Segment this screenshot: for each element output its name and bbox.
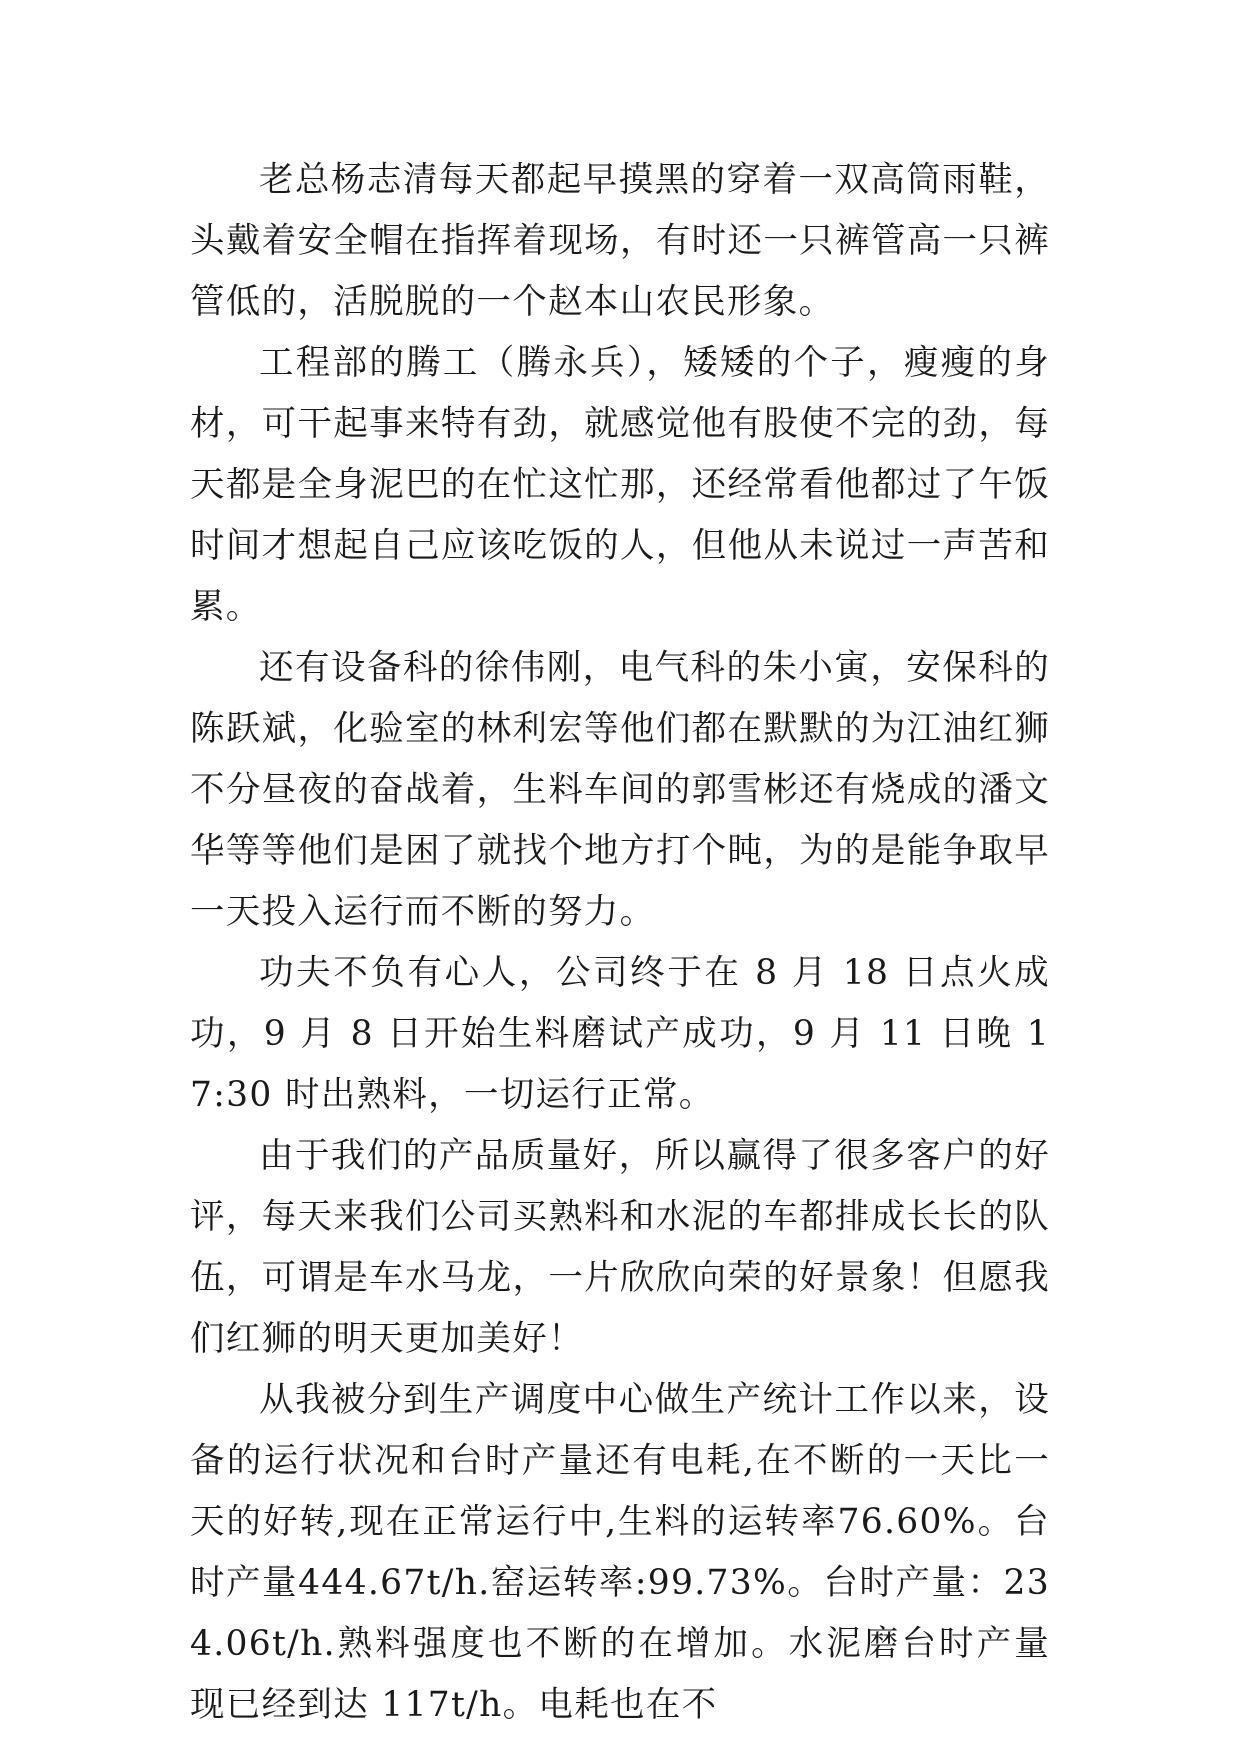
- paragraph-6: 从我被分到生产调度中心做生产统计工作以来，设备的运行状况和台时产量还有电耗,在不断的一天比一天的好转,现在正常运行中,生料的运转率76.60%。台时产量444.67t/h.窑运转率:99.73%。台时产量：234.06t/h.熟料强度也不断的在增加。水泥磨台时产量现已经到达 117t/h。电耗也在不: [190, 1380, 1050, 1725]
- paragraph-2: 工程部的腾工（腾永兵），矮矮的个子，瘦瘦的身材，可干起事来特有劲，就感觉他有股使不完的劲，每天都是全身泥巴的在忙这忙那，还经常看他都过了午饭时间才想起自己应该吃饭的人，但他从未说过一声苦和累。: [190, 343, 1050, 627]
- paragraph-4: 功夫不负有心人，公司终于在 8 月 18 日点火成功，9 月 8 日开始生料磨试产成功，9 月 11 日晚 17:30 时出熟料，一切运行正常。: [190, 953, 1050, 1115]
- document-body: [190, 150, 1050, 1736]
- paragraph-5: 由于我们的产品质量好，所以赢得了很多客户的好评，每天来我们公司买熟料和水泥的车都排成长长的队伍，可谓是车水马龙，一片欣欣向荣的好景象！但愿我们红狮的明天更加美好！: [190, 1136, 1050, 1359]
- paragraph-3: 还有设备科的徐伟刚，电气科的朱小寅，安保科的陈跃斌，化验室的林利宏等他们都在默默的为江油红狮不分昼夜的奋战着，生料车间的郭雪彬还有烧成的潘文华等等他们是困了就找个地方打个盹，为的是能争取早一天投入运行而不断的努力。: [190, 648, 1050, 932]
- paragraph-1: 老总杨志清每天都起早摸黑的穿着一双高筒雨鞋，头戴着安全帽在指挥着现场，有时还一只裤管高一只裤管低的，活脱脱的一个赵本山农民形象。: [190, 160, 1050, 322]
